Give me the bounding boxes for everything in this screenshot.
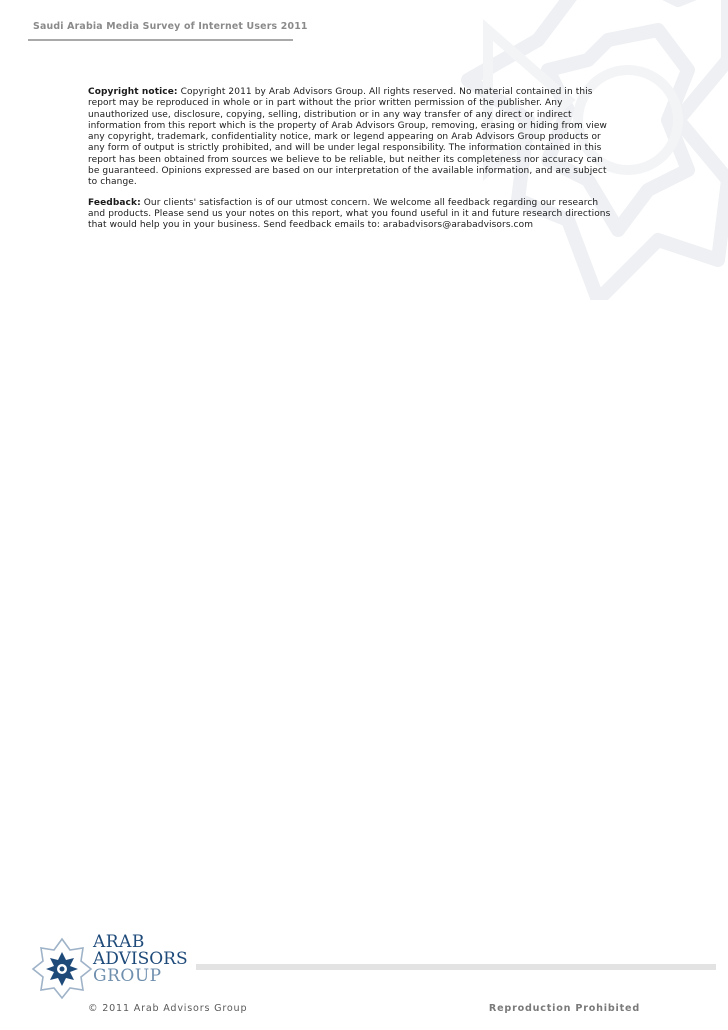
footer-copyright: © 2011 Arab Advisors Group [88, 1003, 248, 1014]
logo-line-advisors: ADVISORS [93, 949, 188, 969]
footer-reproduction-notice: Reproduction Prohibited [488, 1003, 640, 1014]
header-divider [28, 39, 293, 41]
company-logo [30, 932, 188, 1002]
feedback-text: Our clients' satisfaction is of our utmost concern. We welcome all feedback regarding our research and products. Please send us your notes on this report, what you found useful in it and future research directions that would help you in your business. Send feedback emails to: arabadvisors@arabadvisors.com [88, 197, 611, 231]
logo-line-group: GROUP [93, 966, 162, 986]
logo-wordmark [93, 934, 188, 985]
feedback-label: Feedback: [88, 197, 141, 208]
copyright-paragraph [88, 87, 616, 189]
copyright-text: Copyright 2011 by Arab Advisors Group. All rights reserved. No material contained in this report may be reproduced in whole or in part without the prior written permission of the publisher. Any unauthorized use, disclosure, copying, selling, distribution or in any way transfer of any direct or indirect information from this report which is the property of Arab Advisors Group, removing, erasing or hiding from view any copyright, trademark, confidentiality notice, mark or legend appearing on Arab Advisors Group products or any form of output is strictly prohibited, and will be under legal responsibility. The information contained in this report has been obtained from sources we believe to be reliable, but neither its completeness nor accuracy can be guaranteed. Opinions expressed are based on our interpretation of the available information, and are subject to change. [88, 87, 607, 188]
running-header-title: Saudi Arabia Media Survey of Internet Users 2011 [33, 21, 308, 32]
logo-line-arab: ARAB [93, 932, 145, 952]
copyright-label: Copyright notice: [88, 87, 178, 97]
feedback-paragraph [88, 198, 616, 232]
footer-divider [196, 964, 716, 970]
document-body [88, 87, 616, 241]
arab-advisors-star-logo-icon [30, 936, 94, 1000]
